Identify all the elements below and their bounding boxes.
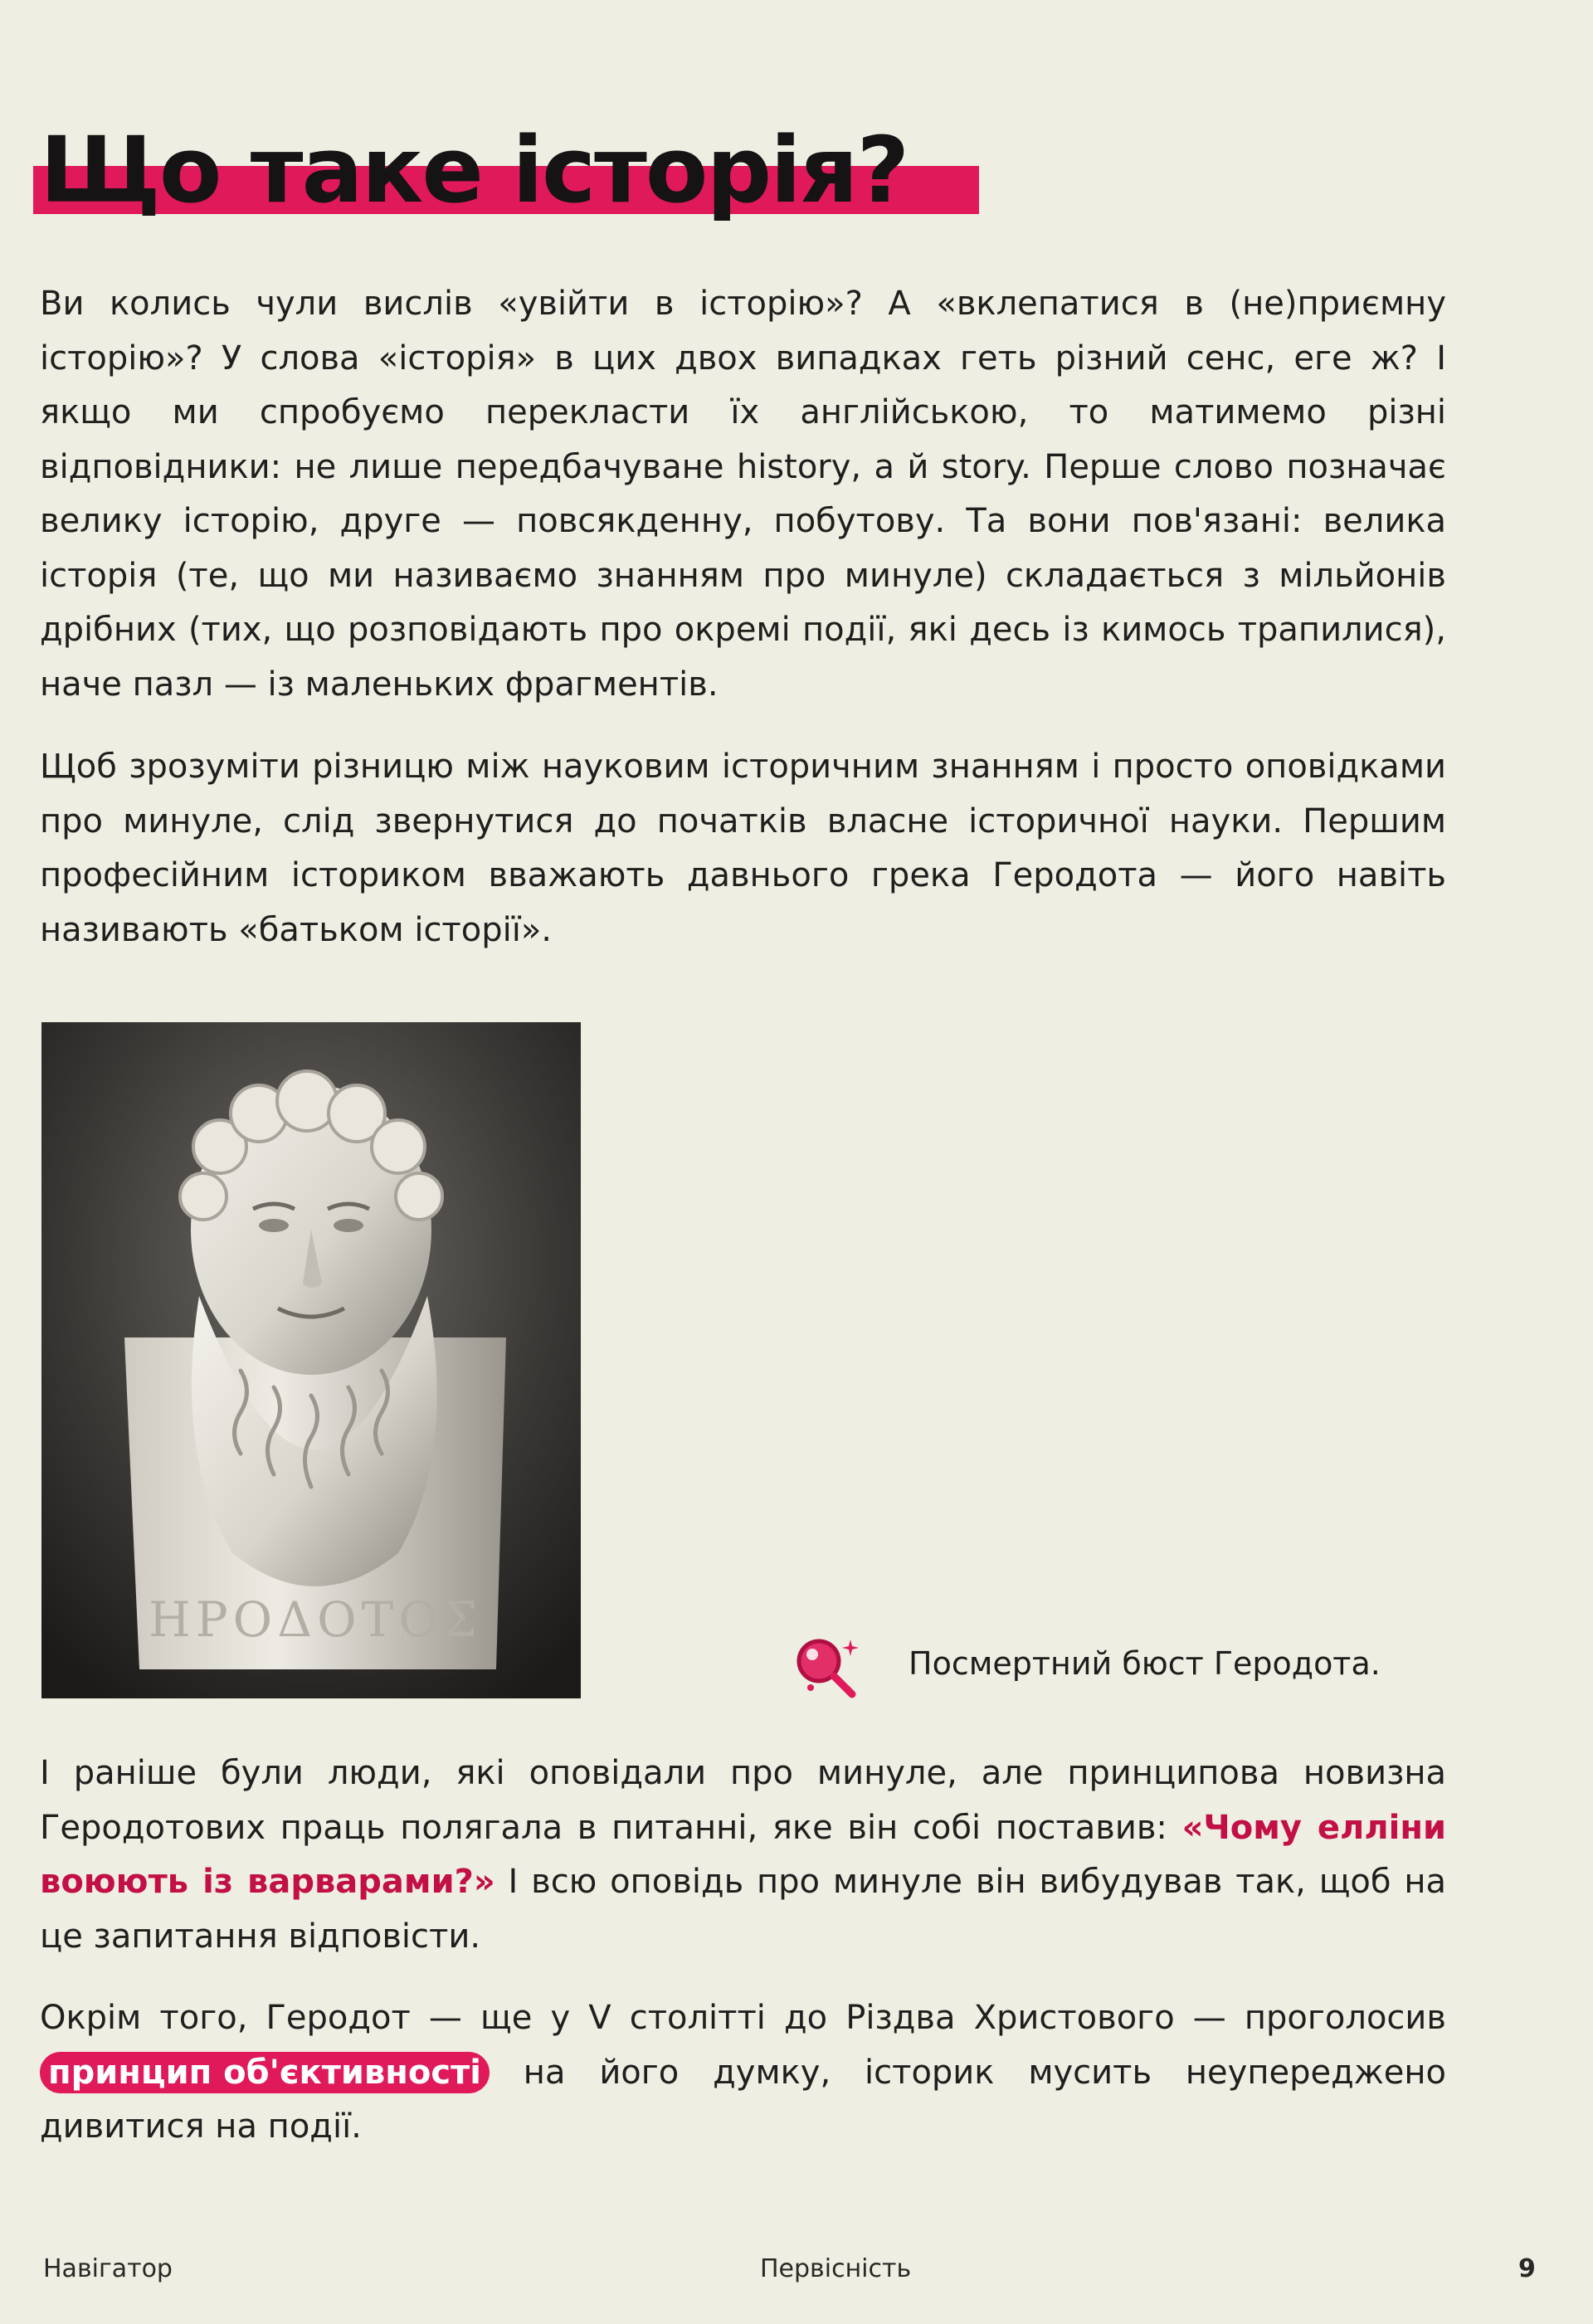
paragraph-objectivity <box>40 1991 1446 2155</box>
paragraph-question <box>40 1747 1446 1964</box>
paragraph-question-text: І раніше були люди, які оповідали про минуле, але принципова новизна Геродотових праць полягала в питанні, яке він собі поставив: <box>40 1754 1446 1847</box>
question-highlight: «Чому елліни воюють із варварами?» <box>40 1808 1447 1901</box>
caption-text: Посмертний бюст Геродота. <box>909 1645 1381 1682</box>
objectivity-highlight-pill: принцип об'єктивності <box>40 2052 490 2093</box>
footer-chapter-name: Первісність <box>760 2254 912 2283</box>
paragraph-herodotus: Щоб зрозуміти різницю між науковим історичним знанням і просто оповідками про минуле, слід звернутися до початків власне історичної науки. Першим професійним істориком вважають давнього грека Геродота — його навіть називають «батьком історії». <box>40 748 1446 949</box>
photo-caption <box>792 1635 1456 1701</box>
page-title: Що таке історія? <box>40 117 909 223</box>
page-number: 9 <box>1518 2254 1536 2283</box>
paragraph-objectivity-text: Окрім того, Геродот — ще у V столітті до Різдва Христового — проголосив <box>40 1999 1446 2037</box>
paragraph-objectivity-text-end: на його думку, історик мусить неупереджено дивитися на події. <box>40 2053 1446 2146</box>
paragraph-question-text-end: І всю оповідь про минуле він вибудував так, щоб на це запитання відповісти. <box>40 1863 1446 1956</box>
magnifier-sparkle-icon <box>792 1635 867 1701</box>
footer-series-name: Навігатор <box>43 2254 173 2283</box>
title-block <box>33 116 983 223</box>
paragraph-intro: Ви колись чули вислів «увійти в історію»? А «вклепатися в (не)приємну історію»? У слова «історія» в цих двох випадках геть різний сенс, еге ж? І якщо ми спробуємо перекласти їх англійською, то матимемо різні відповідники: не лише передбачуване history, а й story. Перше слово позначає велику історію, друге — повсякденну, побутову. Та вони пов'язані: велика історія (те, що ми називаємо знанням про минуле) складається з мільйонів дрібних (тих, що розповідають про окремі події, які десь із кимось трапилися), наче пазл — із маленьких фрагментів. <box>40 285 1446 704</box>
herodotus-bust-photo <box>41 1022 581 1698</box>
bust-inscription: ΗΡΟΔΟΤΟΣ <box>149 1591 482 1648</box>
